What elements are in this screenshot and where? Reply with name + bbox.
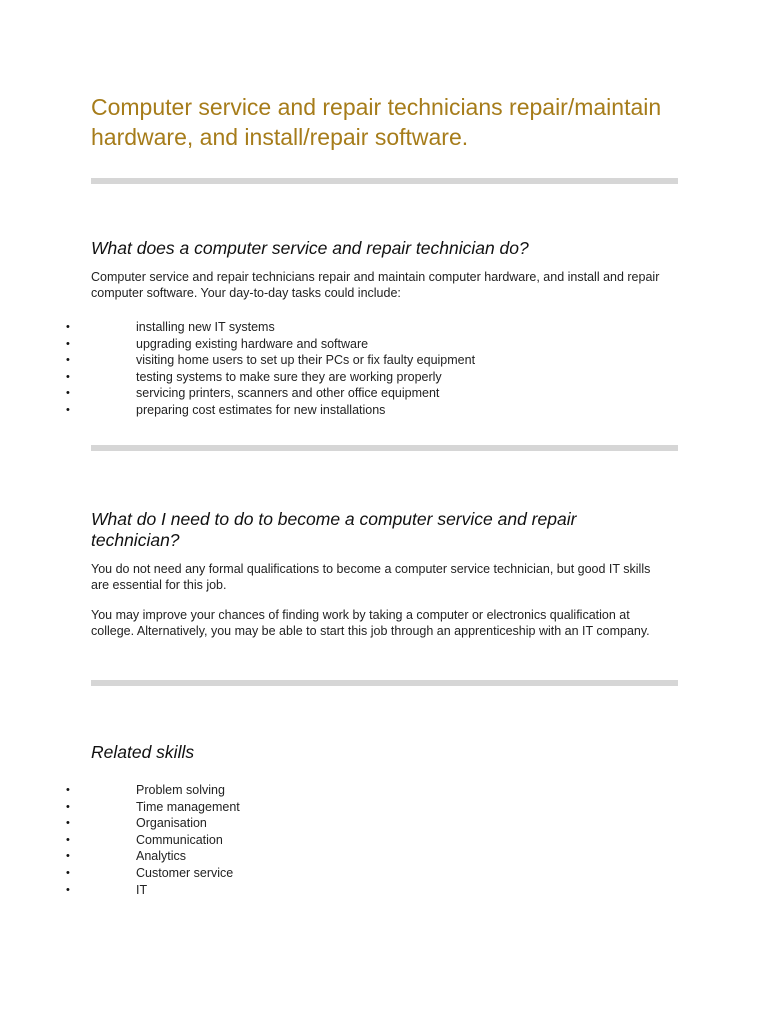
list-item [0,369,700,386]
list-item-text: Communication [136,832,223,847]
section-intro-paragraph: Computer service and repair technicians repair and maintain computer hardware, and install and repair computer software. Your day-to-day tasks could include: [91,270,660,300]
list-item-text: installing new IT systems [136,320,275,334]
qualifications-paragraph: You do not need any formal qualifications to become a computer service technician, but good IT skills are essential for this job. [91,562,651,592]
list-item [0,832,700,849]
bullet-icon: • [66,370,70,383]
list-item-text: testing systems to make sure they are working properly [136,369,442,384]
skills-list [0,782,700,898]
section-heading-what-does: What does a computer service and repair technician do? [91,238,529,258]
bullet-icon: • [66,387,70,400]
bullet-icon: • [66,800,70,813]
tasks-list [0,319,700,419]
list-item [0,336,700,353]
list-item-text: preparing cost estimates for new installations [136,402,386,417]
bullet-icon: • [66,817,70,830]
list-item-text: servicing printers, scanners and other office equipment [136,386,440,401]
section-heading-related-skills: Related skills [91,742,195,762]
list-item [0,352,700,369]
list-item [0,848,700,865]
bullet-icon: • [66,337,70,350]
list-item-text: upgrading existing hardware and software [136,336,369,351]
list-item-text: IT [136,882,148,897]
list-item-text: Organisation [136,816,207,831]
section-divider [91,178,678,184]
bullet-icon: • [66,784,70,796]
bullet-icon: • [66,833,70,846]
list-item [0,865,700,882]
list-item [0,319,700,336]
bullet-icon: • [66,321,70,333]
list-item-text: Time management [136,799,240,814]
list-item [0,882,700,899]
list-item-text: Analytics [136,849,187,864]
bullet-icon: • [66,403,70,416]
list-item-text: Customer service [136,865,234,880]
bullet-icon: • [66,354,70,367]
list-item [0,385,700,402]
list-item [0,782,700,799]
list-item [0,815,700,832]
bullet-icon: • [66,850,70,863]
section-divider [91,680,678,686]
list-item-text: visiting home users to set up their PCs or fix faulty equipment [136,353,476,368]
bullet-icon: • [66,866,70,879]
bullet-icon: • [66,883,70,896]
list-item-text: Problem solving [136,783,225,797]
routes-paragraph: You may improve your chances of finding work by taking a computer or electronics qualification at college. Alternatively, you may be able to start this job through an apprenticeship with an IT company. [91,608,650,638]
list-item [0,799,700,816]
list-item [0,402,700,419]
section-heading-how-to-become: What do I need to do to become a computer service and repair technician? [91,509,577,550]
section-divider [91,445,678,451]
page-title: Computer service and repair technicians repair/maintain hardware, and install/repair software. [91,94,662,150]
